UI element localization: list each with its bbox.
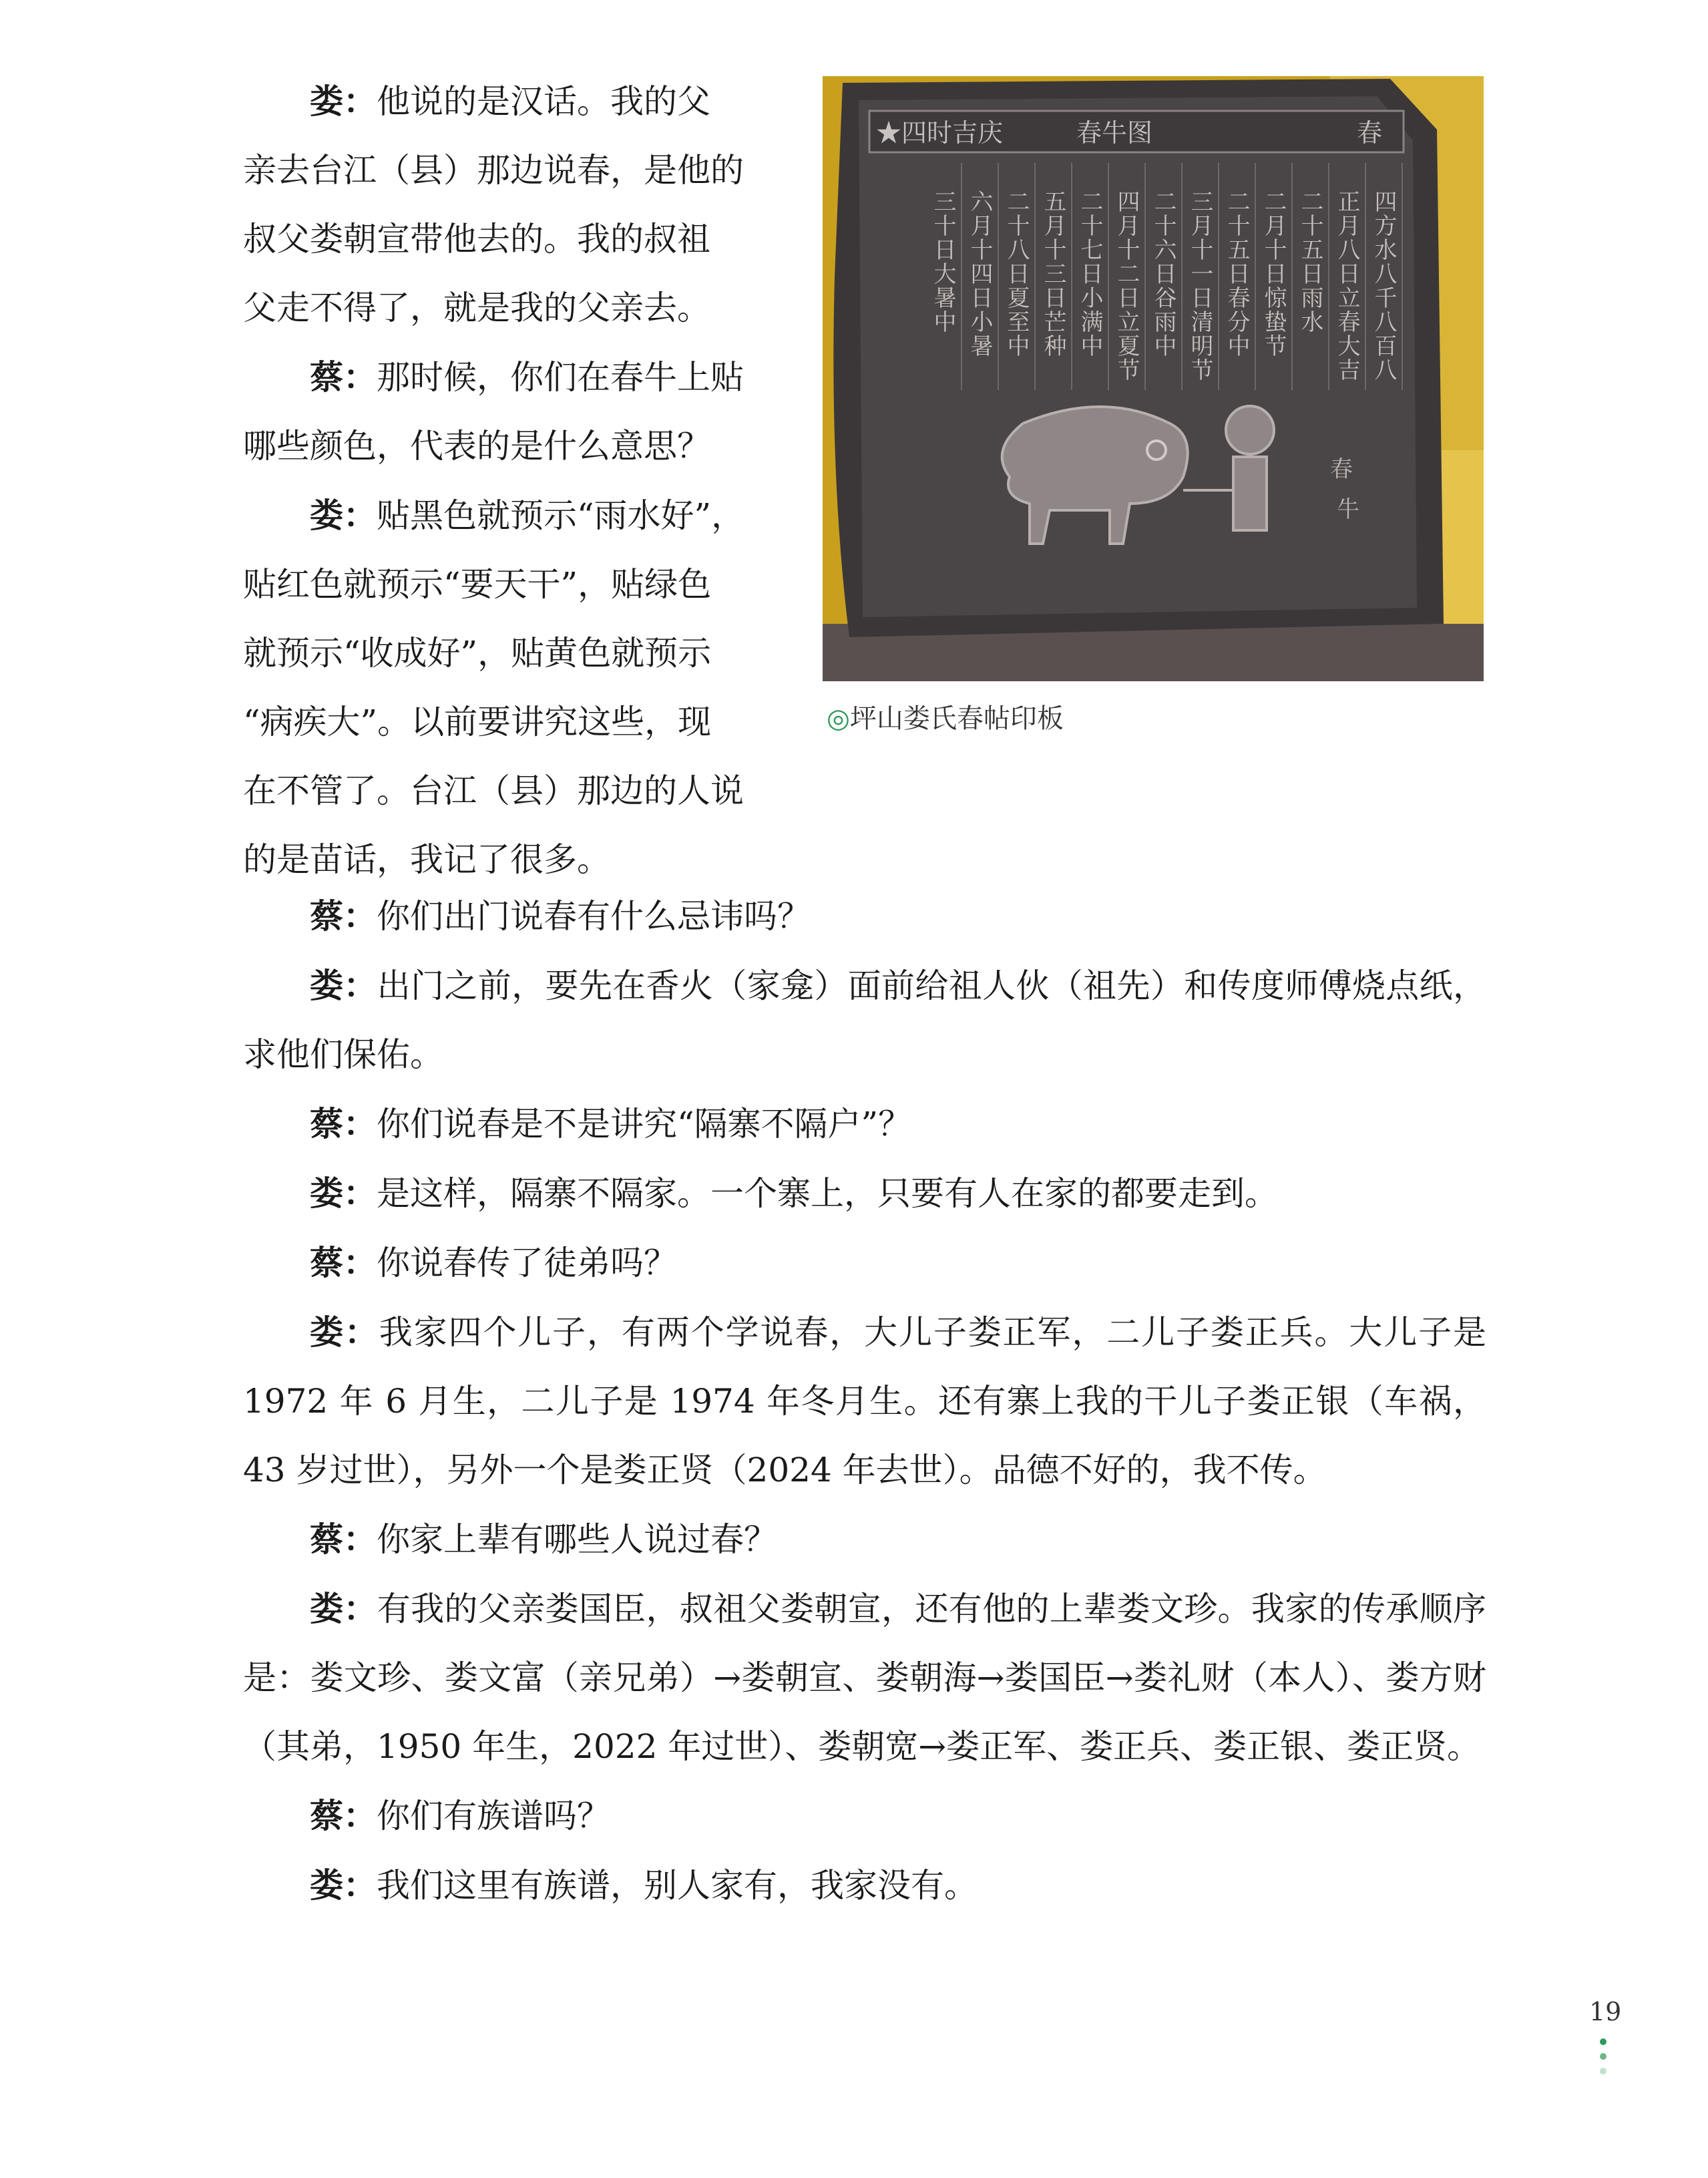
dialogue-text: 贴黑色就预示“雨水好”， [377, 496, 745, 535]
dialogue-paragraph [243, 1505, 1486, 1574]
speaker-label: 娄 [310, 81, 343, 121]
dialogue-line [243, 136, 777, 205]
woodblock-header-right: 春 [1357, 118, 1383, 148]
dialogue-text: 是这样，隔寨不隔家。一个寨上，只要有人在家的都要走到。 [377, 1174, 1278, 1213]
speaker-colon: ： [343, 1865, 377, 1905]
dialogue-text: 贴红色就预示“要天干”，贴绿色 [243, 565, 712, 604]
herdsman-body [1233, 457, 1267, 530]
speaker-label: 娄 [310, 1865, 343, 1905]
dialogue-text: 你家上辈有哪些人说过春？ [377, 1520, 777, 1559]
dialogue-line [243, 412, 777, 481]
speaker-label: 蔡 [310, 1519, 343, 1559]
dialogue-paragraph [243, 1228, 1486, 1298]
speaker-colon: ： [343, 81, 377, 121]
dialogue-text: 亲去台江（县）那边说春，是他的 [243, 151, 744, 190]
dialogue-paragraph [243, 1159, 1486, 1228]
dialogue-text: 有我的父亲娄国臣，叔祖父娄朝宣，还有他的上辈娄文珍。我家的传承顺序是：娄文珍、娄文富（亲兄弟）→娄朝宣、娄朝海→娄国臣→娄礼财（本人）、娄方财（其弟，1950 年生，2022 年过世）、娄朝宽→娄正军、娄正兵、娄正银、娄正贤。 [243, 1590, 1487, 1766]
full-dialogue [243, 882, 1486, 1920]
speaker-label: 蔡 [310, 1104, 343, 1143]
speaker-label: 娄 [310, 1173, 343, 1213]
dialogue-text: 我家四个儿子，有两个学说春，大儿子娄正军，二儿子娄正兵。大儿子是 1972 年 6 月生，二儿子是 1974 年冬月生。还有寨上我的干儿子娄正银（车祸，43 岁过世），另外一个是娄正贤（2024 年去世）。品德不好的，我不传。 [243, 1313, 1487, 1489]
dialogue-line [243, 274, 777, 343]
woodblock-column-text: 二十八日夏至中 [1003, 190, 1030, 358]
woodblock-column-text: 四方水八千八百八 [1370, 190, 1397, 382]
dialogue-text: 哪些颜色，代表的是什么意思？ [243, 427, 710, 466]
woodblock-column-text: 四月十二日立夏节 [1113, 190, 1140, 382]
dialogue-paragraph [243, 951, 1486, 1089]
dialogue-paragraph [243, 1089, 1486, 1159]
dialogue-text: 你说春传了徒弟吗？ [377, 1244, 677, 1282]
woodblock-column-text: 二十六日谷雨中 [1150, 190, 1177, 358]
caption-text: 坪山娄氏春帖印板 [849, 703, 1064, 734]
speaker-label: 蔡 [310, 1796, 343, 1835]
speaker-colon: ： [343, 966, 377, 1005]
dialogue-text: 你们说春是不是讲究“隔寨不隔户”？ [377, 1105, 912, 1143]
woodblock-column-text: 二月十日惊蛰节 [1260, 190, 1287, 358]
dialogue-paragraph [243, 882, 1486, 951]
speaker-colon: ： [343, 1796, 377, 1835]
wrapped-dialogue [243, 67, 777, 894]
photo-caption [827, 697, 1064, 735]
woodblock-column-text: 三十日大暑中 [929, 190, 956, 334]
page-dot-3 [1600, 2068, 1607, 2074]
speaker-colon: ： [343, 357, 377, 397]
woodblock-photo [823, 76, 1484, 681]
speaker-colon: ： [343, 496, 377, 535]
speaker-label: 蔡 [310, 357, 343, 397]
svg-text:牛: 牛 [1337, 496, 1359, 523]
woodblock-column-text: 二十五日春分中 [1223, 190, 1250, 358]
woodblock-column-text: 二十五日雨水 [1297, 190, 1323, 334]
dialogue-text: 他说的是汉话。我的父 [377, 82, 710, 121]
dialogue-text: 出门之前，要先在香火（家龛）面前给祖人伙（祖先）和传度师傅烧点纸，求他们保佑。 [243, 966, 1487, 1074]
dialogue-line [243, 688, 777, 757]
dialogue-line [243, 481, 777, 550]
dialogue-line [243, 619, 777, 688]
dialogue-text: 叔父娄朝宣带他去的。我的叔祖 [243, 220, 710, 258]
dialogue-text: 我们这里有族谱，别人家有，我家没有。 [377, 1866, 978, 1905]
dialogue-text: 父走不得了，就是我的父亲去。 [243, 289, 710, 327]
speaker-label: 娄 [310, 1312, 345, 1352]
dialogue-paragraph [243, 1574, 1486, 1781]
woodblock-header-mid: 春牛图 [1076, 118, 1153, 148]
speaker-colon: ： [343, 1104, 377, 1143]
woodblock-column-text: 五月十三日芒种 [1040, 190, 1066, 358]
dialogue-line [243, 550, 777, 619]
speaker-label: 娄 [310, 496, 343, 535]
page-dot-2 [1600, 2053, 1607, 2060]
speaker-colon: ： [343, 1589, 377, 1628]
dialogue-line [243, 67, 777, 136]
caption-mark: ◎ [827, 703, 850, 734]
dialogue-text: 的是苗话，我记了很多。 [243, 840, 610, 879]
dialogue-paragraph [243, 1851, 1486, 1920]
dialogue-text: 那时候，你们在春牛上贴 [377, 358, 744, 397]
svg-text:春: 春 [1330, 456, 1353, 483]
speaker-label: 娄 [310, 1589, 344, 1628]
dialogue-paragraph [243, 1781, 1486, 1851]
woodblock-column-text: 六月十四日小暑 [966, 190, 993, 358]
speaker-colon: ： [343, 896, 377, 936]
dialogue-text: “病疾大”。以前要讲究这些，现 [243, 703, 712, 741]
dialogue-line [243, 757, 777, 826]
speaker-label: 蔡 [310, 1243, 343, 1282]
woodblock-image [823, 76, 1484, 681]
dialogue-text: 你们出门说春有什么忌讳吗？ [377, 897, 811, 936]
speaker-label: 娄 [310, 966, 344, 1005]
woodblock-column-text: 二十七日小满中 [1076, 190, 1103, 358]
dialogue-paragraph [243, 1298, 1486, 1505]
woodblock-header-left: ★四时吉庆 [876, 118, 1004, 148]
speaker-label: 蔡 [310, 896, 343, 936]
speaker-colon: ： [343, 1173, 377, 1213]
herdsman-head [1226, 406, 1274, 454]
woodblock-column-text: 三月十一日清明节 [1187, 190, 1213, 382]
dialogue-text: 在不管了。台江（县）那边的人说 [243, 771, 744, 810]
speaker-colon: ： [344, 1312, 379, 1352]
dialogue-line [243, 205, 777, 274]
woodblock-column-text: 正月八日立春大吉 [1333, 190, 1360, 382]
page-dot-1 [1600, 2038, 1607, 2045]
dialogue-text: 就预示“收成好”，贴黄色就预示 [243, 634, 712, 673]
dialogue-line [243, 343, 777, 412]
speaker-colon: ： [343, 1519, 377, 1559]
dialogue-text: 你们有族谱吗？ [377, 1797, 610, 1835]
speaker-colon: ： [343, 1243, 377, 1282]
page-number: 19 [1589, 1997, 1622, 2026]
